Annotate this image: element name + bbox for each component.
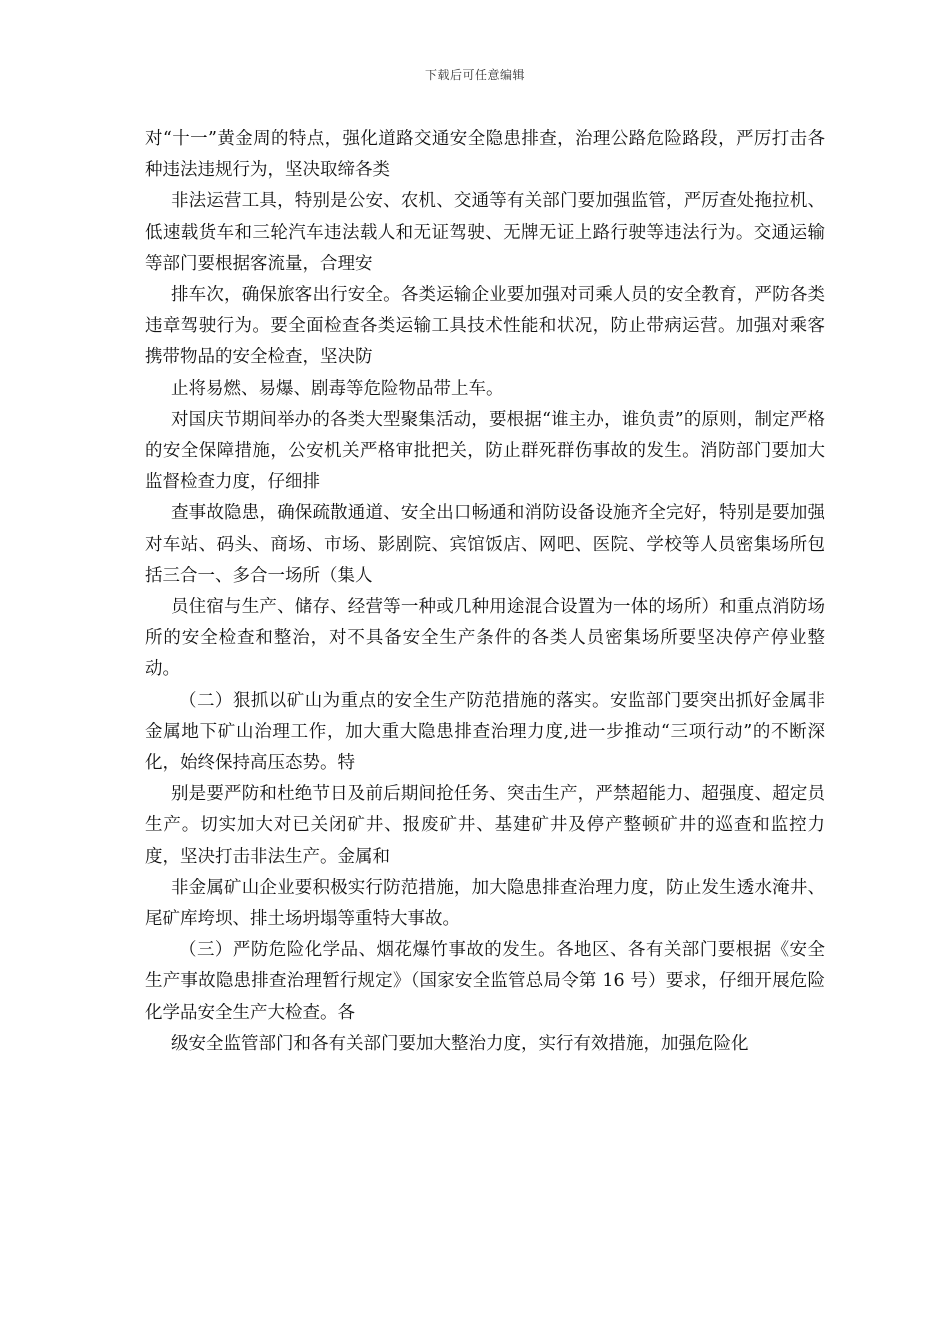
paragraph: 止将易燃、易爆、剧毒等危险物品带上车。 bbox=[171, 378, 504, 399]
paragraph: 非金属矿山企业要积极实行防范措施，加大隐患排查治理力度，防止发生透水淹井、尾矿库垮坝、排土场坍塌等重特大事故。 bbox=[145, 877, 825, 930]
paragraph: 对“十一”黄金周的特点，强化道路交通安全隐患排查，治理公路危险路段，严厉打击各种违法违规行为，坚决取缔各类 bbox=[145, 129, 825, 181]
paragraph: （二）狠抓以矿山为重点的安全生产防范措施的落实。安监部门要突出抓好金属非金属地下矿山治理工作，加大重大隐患排查治理力度,进一步推动“三项行动”的不断深化，始终保持高压态势。特 bbox=[145, 690, 825, 774]
page-header: 下载后可任意编辑 bbox=[424, 68, 525, 82]
paragraph: 级安全监管部门和各有关部门要加大整治力度，实行有效措施，加强危险化 bbox=[171, 1033, 749, 1054]
paragraph: （三）严防危险化学品、烟花爆竹事故的发生。各地区、各有关部门要根据《安全生产事故隐患排查治理暂行规定》（国家安全监管总局令第 16 号）要求，仔细开展危险化学品安全生产大检查。各 bbox=[145, 940, 825, 1023]
paragraph: 查事故隐患，确保疏散通道、安全出口畅通和消防设备设施齐全完好，特别是要加强对车站、码头、商场、市场、影剧院、宾馆饭店、网吧、医院、学校等人员密集场所包括三合一、多合一场所（集人 bbox=[145, 503, 825, 586]
document-body bbox=[145, 124, 825, 1060]
paragraph: 对国庆节期间举办的各类大型聚集活动，要根据“谁主办，谁负责”的原则，制定严格的安全保障措施，公安机关严格审批把关，防止群死群伤事故的发生。消防部门要加大监督检查力度，仔细排 bbox=[145, 409, 825, 493]
paragraph: 非法运营工具，特别是公安、农机、交通等有关部门要加强监管，严厉查处拖拉机、低速载货车和三轮汽车违法载人和无证驾驶、无牌无证上路行驶等违法行为。交通运输等部门要根据客流量，合理安 bbox=[145, 191, 825, 274]
paragraph: 排车次，确保旅客出行安全。各类运输企业要加强对司乘人员的安全教育，严防各类违章驾驶行为。要全面检查各类运输工具技术性能和状况，防止带病运营。加强对乘客携带物品的安全检查，坚决防 bbox=[145, 285, 825, 368]
paragraph: 员住宿与生产、储存、经营等一种或几种用途混合设置为一体的场所）和重点消防场所的安全检查和整治，对不具备安全生产条件的各类人员密集场所要坚决停产停业整动。 bbox=[145, 597, 825, 680]
paragraph: 别是要严防和杜绝节日及前后期间抢任务、突击生产，严禁超能力、超强度、超定员生产。切实加大对已关闭矿井、报废矿井、基建矿井及停产整顿矿井的巡查和监控力度，坚决打击非法生产。金属和 bbox=[145, 784, 825, 867]
